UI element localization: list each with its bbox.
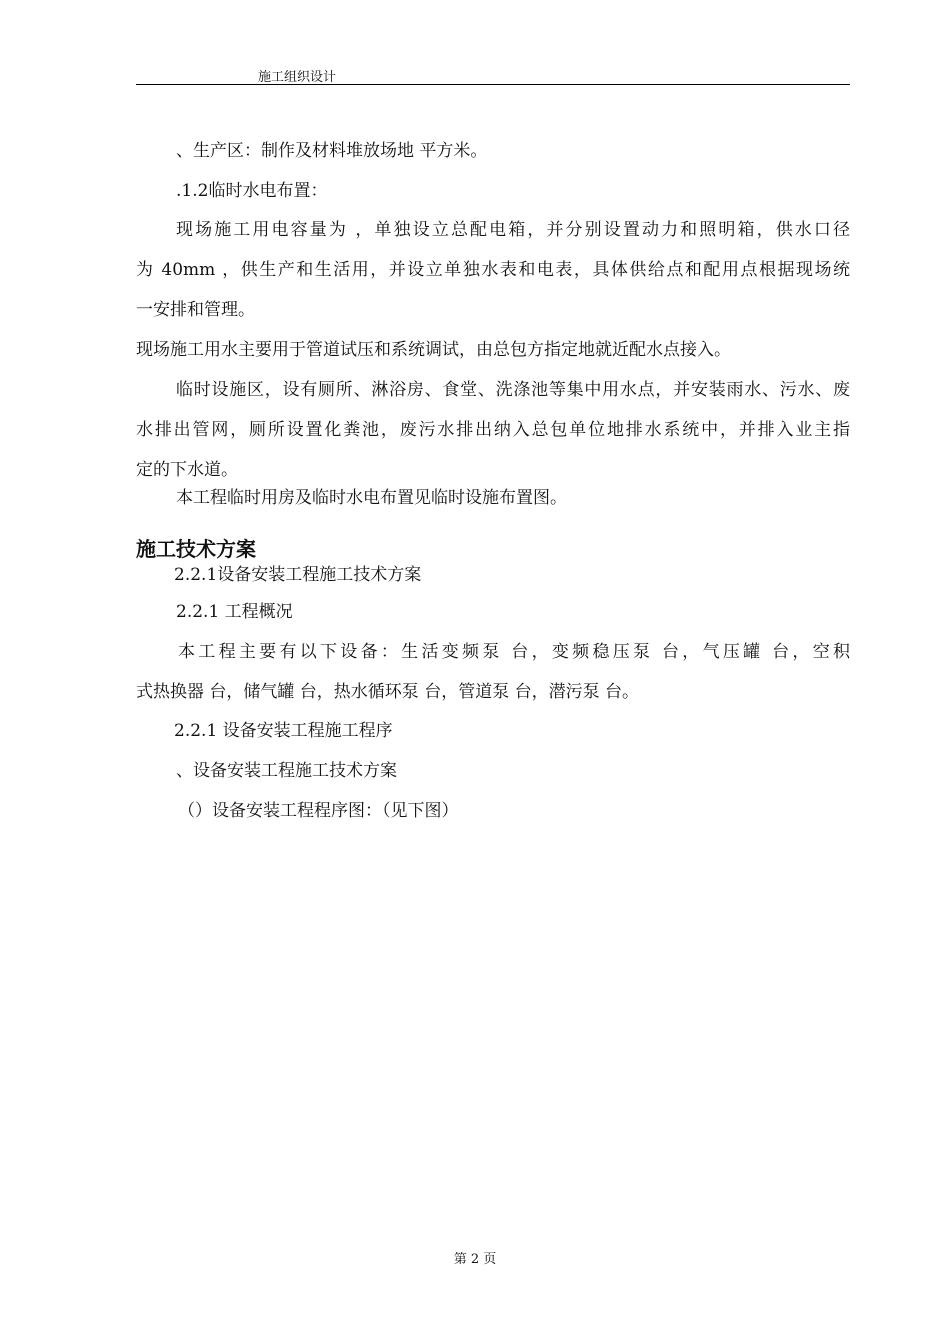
paragraph-equipment-line-1: 本工程主要有以下设备：生活变频泵 台，变频稳压泵 台，气压罐 台，空积 <box>178 642 850 662</box>
paragraph-water-use: 现场施工用水主要用于管道试压和系统调试，由总包方指定地就近配水点接入。 <box>136 340 731 360</box>
page-number: 第 2 页 <box>453 1252 497 1267</box>
paragraph-layout-reference: 本工程临时用房及临时水电布置见临时设施布置图。 <box>176 488 567 508</box>
paragraph-power-line-2: 为 40mm ，供生产和生活用，并设立单独水表和电表，具体供给点和配用点根据现场统 <box>136 260 850 280</box>
paragraph-power-line-1: 现场施工用电容量为 ，单独设立总配电箱，并分别设置动力和照明箱，供水口径 <box>176 220 850 240</box>
paragraph-facilities-line-3: 定的下水道。 <box>136 460 238 480</box>
page-header <box>136 62 850 85</box>
header-title: 施工组织设计 <box>258 70 337 85</box>
subheading-install-plan: 2.2.1设备安装工程施工技术方案 <box>174 565 422 585</box>
paragraph-facilities-line-1: 临时设施区，设有厕所、淋浴房、食堂、洗涤池等集中用水点，并安装雨水、污水、废 <box>176 380 850 400</box>
paragraph-equipment-line-2: 式热换器 台，储气罐 台，热水循环泵 台，管道泵 台，潜污泵 台。 <box>136 682 640 702</box>
section-heading: 施工技术方案 <box>136 537 256 561</box>
subheading-tech-plan: 、设备安装工程施工技术方案 <box>176 761 397 781</box>
subheading-overview: 2.2.1 工程概况 <box>176 602 293 622</box>
paragraph-production-area: 、生产区：制作及材料堆放场地 平方米。 <box>176 141 488 161</box>
paragraph-power-line-3: 一安排和管理。 <box>136 300 255 320</box>
paragraph-facilities-line-2: 水排出管网，厕所设置化粪池，废污水排出纳入总包单位地排水系统中，并排入业主指 <box>136 420 850 440</box>
subheading-temp-utilities: .1.2临时水电布置： <box>176 181 328 201</box>
subheading-procedure: 2.2.1 设备安装工程施工程序 <box>174 721 393 741</box>
subheading-procedure-diagram: （）设备安装工程程序图：（见下图） <box>178 801 459 821</box>
